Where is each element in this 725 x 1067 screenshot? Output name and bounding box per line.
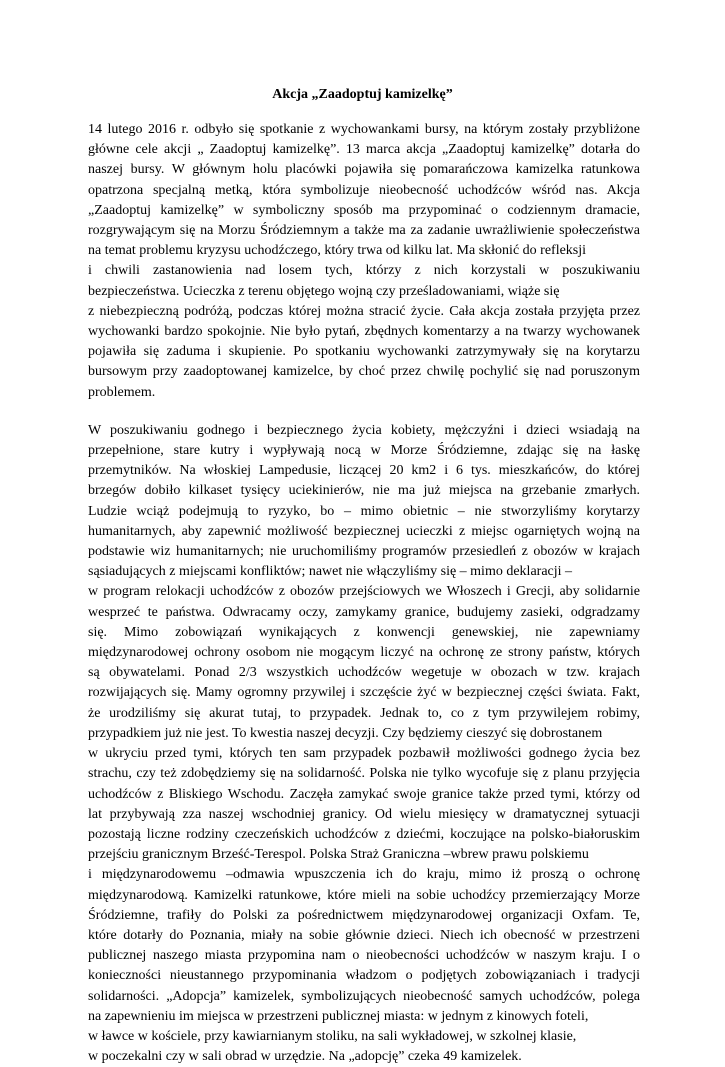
text-line: międzynarodową. Kamizelki ratunkowe, które mieli na sobie uchodźcy przemierzający Morze: [88, 887, 640, 903]
text-line: przypadkiem już nie jest. To kwestia naszej decyzji. Czy będziemy cieszyć się dobrostanem: [88, 725, 603, 741]
document-body: [88, 120, 640, 1067]
text-line: w program relokacji uchodźców z obozów przejściowych we Włoszech i Grecji, aby solidarnie: [88, 584, 640, 600]
text-line: podstawie wiz humanitarnych; nie uruchomiliśmy programów przesiedleń z obozów w krajach: [88, 544, 640, 560]
text-line: przepełnione, stare kutry i wypływają nocą w Morze Śródziemne, zdając się na łaskę: [88, 443, 640, 459]
text-line: problemem.: [88, 384, 156, 400]
text-line: i międzynarodowemu –odmawia wpuszczenia ich do kraju, mimo iż proszą o ochronę: [88, 867, 640, 883]
text-line: Ludzie wciąż podejmują to ryzyko, bo – mimo obietnic – nie stworzyliśmy korytarzy: [88, 503, 640, 519]
text-line: w poczekalni czy w sali obrad w urzędzie. Na „adopcję” czeka 49 kamizelek.: [88, 1049, 522, 1065]
text-line: konieczności nieustannego przypominania władzom o podjętych zobowiązaniach i tradycji: [88, 968, 640, 984]
text-line: solidarności. „Adopcja” kamizelek, symbolizujących nieobecność samych uchodźców, polega: [88, 988, 640, 1004]
paragraph: [88, 120, 640, 403]
text-line: strachu, czy też zdobędziemy się na solidarność. Polska nie tylko wycofuje się z planu przyjęcia: [88, 766, 640, 782]
text-line: 14 lutego 2016 r. odbyło się spotkanie z wychowankami bursy, na którym zostały przybliżone: [88, 122, 640, 137]
text-line: na temat problemu kryzysu uchodźczego, który trwa od kilku lat. Ma skłonić do refleksji: [88, 243, 587, 259]
text-line: brzegów dobiło kilkaset tysięcy uciekinierów, nie ma już miejsca na grzebanie zmarłych.: [88, 483, 640, 499]
paragraph: [88, 421, 640, 1067]
text-line: w ukryciu przed tymi, których ten sam przypadek pozbawił możliwości godnego życia bez: [88, 746, 640, 762]
text-line: główne cele akcji „ Zaadoptuj kamizelkę”. 13 marca akcja „Zaadoptuj kamizelkę” dotarła do: [88, 142, 640, 158]
text-line: Śródziemne, trafiły do Polski za pośrednictwem międzynarodowej organizacji Oxfam. Te,: [88, 907, 640, 923]
paragraph-gap: [88, 403, 640, 421]
text-line: bezpieczeństwa. Ucieczka z terenu objętego wojną czy prześladowaniami, wiąże się: [88, 283, 560, 299]
text-line: się. Mimo zobowiązań wynikających z konwencji genewskiej, nie zapewniamy: [88, 624, 640, 640]
text-line: W poszukiwaniu godnego i bezpiecznego życia kobiety, mężczyźni i dzieci wsiadają na: [88, 422, 640, 438]
text-line: na zapewnieniu im miejsca w przestrzeni publicznej miasta: w jednym z kinowych foteli,: [88, 1008, 589, 1024]
text-line: są obywatelami. Ponad 2/3 wszystkich uchodźców wegetuje w obozach w tzw. krajach: [88, 665, 640, 681]
text-line: które dotarły do Poznania, miały na sobie głównie dzieci. Niech ich obecność w przestrzeni: [88, 927, 640, 943]
text-line: „Zaadoptuj kamizelkę” w symboliczny sposób ma przypominać o codziennym dramacie,: [88, 202, 640, 218]
text-line: że urodziliśmy się akurat tutaj, to przypadek. Jednak to, co z tym przywilejem robimy,: [88, 705, 640, 721]
text-line: rozwijających się. Mamy ogromny przywilej i szczęście żyć w bezpiecznej części świata. Fakt,: [88, 685, 640, 701]
text-line: lat przybywają zza naszej wschodniej granicy. Od wielu miesięcy w dramatycznej sytuacji: [88, 806, 640, 822]
text-line: wesprzeć te państwa. Odwracamy oczy, zamykamy granice, budujemy zasieki, odgradzamy: [88, 604, 640, 620]
text-line: bursowym przy zaadoptowanej kamizelce, by choć przez chwilę pochylić się nad poruszonym: [88, 364, 640, 380]
document-title: Akcja „Zaadoptuj kamizelkę”: [272, 87, 453, 102]
text-line: pozostają liczne rodziny czeczeńskich uchodźców z dziećmi, koczujące na polsko-białoruskim: [88, 826, 640, 842]
text-line: pojawiła się zaduma i skupienie. Po spotkaniu wychowanki zatrzymywały się na korytarzu: [88, 344, 640, 360]
text-line: sąsiadujących z miejscami konfliktów; nawet nie włączyliśmy się – mimo deklaracji –: [88, 564, 573, 580]
text-line: publicznej naszego miasta przypomina nam o nieobecności uchodźców w naszym kraju. I o: [88, 948, 640, 964]
text-line: rozgrywającym się na Morzu Śródziemnym a także ma za zadanie uwrażliwienie społeczeństwa: [88, 223, 640, 239]
text-line: w ławce w kościele, przy kawiarnianym stoliku, na sali wykładowej, w szkolnej klasie,: [88, 1028, 577, 1044]
text-line: naszej bursy. W głównym holu placówki pojawiła się pomarańczowa kamizelka ratunkowa: [88, 162, 640, 178]
text-line: przemytników. Na włoskiej Lampedusie, liczącej 20 km2 i 6 tys. mieszkańców, do której: [88, 463, 640, 479]
text-line: przejściu granicznym Brześć-Terespol. Polska Straż Graniczna –wbrew prawu polskiemu: [88, 847, 589, 863]
text-line: z niebezpieczną podróżą, podczas której można stracić życie. Cała akcja została przyjęta przez: [88, 303, 640, 319]
text-line: opatrzona specjalną metką, która symbolizuje nieobecność uchodźców wśród nas. Akcja: [88, 182, 640, 198]
text-line: międzynarodowej ochrony osobom nie mogącym liczyć na ochronę ze strony państw, których: [88, 645, 640, 661]
text-line: wychowanki bardzo spokojnie. Nie było pytań, zbędnych komentarzy a na twarzy wychowanek: [88, 324, 640, 340]
text-line: i chwili zastanowienia nad losem tych, którzy z nich korzystali w poszukiwaniu: [88, 263, 640, 279]
text-line: humanitarnych, aby zapewnić możliwość bezpiecznej ucieczki z miejsc ogarniętych wojną na: [88, 523, 640, 539]
text-line: uchodźców z Bliskiego Wschodu. Zaczęła zamykać swoje granice także przed tymi, którzy od: [88, 786, 640, 802]
